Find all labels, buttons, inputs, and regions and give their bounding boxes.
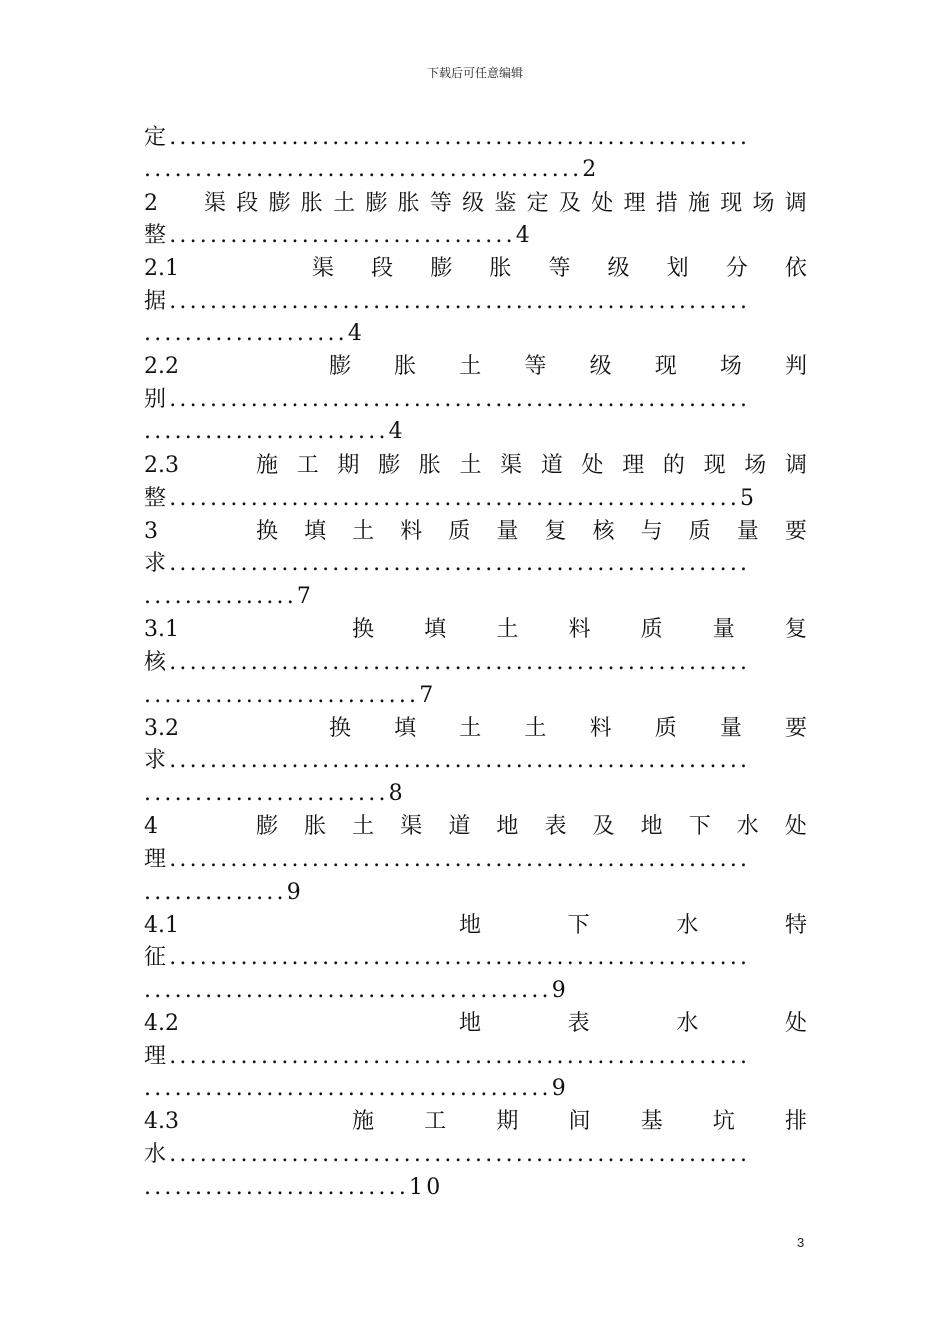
- toc-heading-char: 定: [526, 191, 549, 216]
- toc-heading-char: 地: [640, 814, 663, 839]
- toc-heading-char: 鉴: [494, 191, 517, 216]
- toc-heading-char: 料: [400, 519, 423, 544]
- page-number: 3: [797, 1235, 805, 1250]
- toc-heading-char: 场: [752, 191, 775, 216]
- toc-line: 别.........................................................: [144, 387, 751, 412]
- toc-heading-char: 排: [784, 1109, 807, 1134]
- toc-heading-char: 现: [703, 453, 726, 478]
- toc-heading-char: 量: [712, 617, 735, 642]
- toc-heading-char: 分: [725, 256, 748, 281]
- toc-heading: [144, 1007, 807, 1040]
- toc-heading-char: 级: [607, 256, 630, 281]
- toc-heading-char: 量: [719, 716, 742, 741]
- toc-heading-number: 2.2: [144, 354, 179, 379]
- toc-heading-number: 2.1: [144, 256, 179, 281]
- toc-heading-char: 渠: [204, 191, 227, 216]
- toc-heading-char: 膨: [430, 256, 453, 281]
- toc-heading-char: 量: [736, 519, 759, 544]
- toc-heading-char: 填: [424, 617, 447, 642]
- toc-heading-char: 质: [448, 519, 471, 544]
- toc-heading-char: 土: [496, 617, 519, 642]
- toc-heading-char: 胀: [394, 354, 417, 379]
- toc-heading-char: 质: [654, 716, 677, 741]
- toc-heading-char: 道: [540, 453, 563, 478]
- toc-heading-char: 质: [640, 617, 663, 642]
- toc-heading-title: [352, 613, 807, 646]
- toc-heading-char: 胀: [300, 191, 323, 216]
- toc-heading-title: [352, 1105, 807, 1138]
- toc-heading-char: 膨: [268, 191, 291, 216]
- toc-heading-char: 的: [662, 453, 685, 478]
- toc-heading-char: 特: [784, 913, 807, 938]
- toc-heading: [144, 515, 807, 548]
- toc-line: ........................................9: [144, 1076, 569, 1101]
- toc-heading-number: 3.1: [144, 617, 179, 642]
- toc-heading-char: 土: [459, 354, 482, 379]
- toc-heading-char: 渠: [312, 256, 335, 281]
- toc-heading-char: 水: [736, 814, 759, 839]
- toc-heading-char: 料: [568, 617, 591, 642]
- toc-line: 求.........................................................: [144, 551, 751, 576]
- toc-heading-number: 2.3: [144, 453, 179, 478]
- toc-heading: [144, 449, 807, 482]
- toc-heading-number: 3.2: [144, 716, 179, 741]
- toc-heading-char: 膨: [378, 453, 401, 478]
- toc-heading-char: 胀: [489, 256, 512, 281]
- toc-heading: [144, 252, 807, 285]
- toc-heading-number: 4: [144, 814, 158, 839]
- toc-heading-char: 现: [654, 354, 677, 379]
- toc-heading-char: 施: [256, 453, 279, 478]
- toc-heading-title: [329, 350, 807, 383]
- toc-heading-char: 调: [784, 453, 807, 478]
- toc-heading-char: 换: [329, 716, 352, 741]
- toc-heading-char: 土: [459, 453, 482, 478]
- toc-heading-char: 级: [462, 191, 485, 216]
- toc-heading-char: 胀: [304, 814, 327, 839]
- toc-heading-title: [256, 810, 807, 843]
- toc-heading-title: [312, 252, 807, 285]
- toc-heading-char: 理: [622, 453, 645, 478]
- toc-heading-char: 施: [687, 191, 710, 216]
- toc-heading-char: 量: [496, 519, 519, 544]
- toc-heading-char: 换: [256, 519, 279, 544]
- toc-line: ........................4: [144, 419, 406, 444]
- toc-heading-char: 段: [236, 191, 259, 216]
- toc-heading-char: 地: [459, 913, 482, 938]
- toc-heading-char: 核: [592, 519, 615, 544]
- toc-line: 整........................................................5: [144, 486, 758, 511]
- toc-line: 水.........................................................: [144, 1142, 751, 1167]
- toc-heading-char: 土: [333, 191, 356, 216]
- toc-heading-char: 措: [655, 191, 678, 216]
- toc-heading-char: 土: [524, 716, 547, 741]
- toc-line: ...........................7: [144, 683, 437, 708]
- toc-heading-char: 换: [352, 617, 375, 642]
- toc-heading: [144, 187, 807, 220]
- toc-heading-char: 施: [352, 1109, 375, 1134]
- toc-heading: [144, 810, 807, 843]
- toc-heading-title: [204, 187, 807, 220]
- toc-heading-char: 调: [784, 191, 807, 216]
- toc-heading-char: 膨: [256, 814, 279, 839]
- toc-heading-char: 场: [744, 453, 767, 478]
- toc-heading-char: 级: [589, 354, 612, 379]
- toc-heading-char: 地: [459, 1011, 482, 1036]
- toc-heading: [144, 613, 807, 646]
- toc-line: 求.........................................................: [144, 748, 751, 773]
- toc-heading-number: 4.3: [144, 1109, 179, 1134]
- toc-heading-char: 处: [591, 191, 614, 216]
- toc-line: ........................8: [144, 781, 406, 806]
- toc-heading-char: 工: [296, 453, 319, 478]
- toc-heading-char: 表: [567, 1011, 590, 1036]
- toc-heading-char: 依: [784, 256, 807, 281]
- toc-heading-char: 段: [371, 256, 394, 281]
- toc-heading-char: 水: [676, 1011, 699, 1036]
- toc-heading-char: 等: [524, 354, 547, 379]
- toc-line: ...............7: [144, 584, 315, 609]
- toc-heading-char: 渠: [500, 453, 523, 478]
- toc-heading-number: 4.2: [144, 1011, 179, 1036]
- toc-line: 理.........................................................: [144, 847, 751, 872]
- toc-heading-char: 处: [784, 1011, 807, 1036]
- toc-heading-title: [256, 515, 807, 548]
- toc-heading-char: 表: [544, 814, 567, 839]
- toc-heading-char: 复: [544, 519, 567, 544]
- toc-heading-char: 填: [394, 716, 417, 741]
- toc-heading-number: 4.1: [144, 913, 179, 938]
- toc-line: 理.........................................................: [144, 1044, 751, 1069]
- toc-line: 征.........................................................: [144, 945, 751, 970]
- toc-heading-char: 划: [666, 256, 689, 281]
- toc-line: ..........................10: [144, 1175, 444, 1200]
- toc-heading-title: [329, 712, 807, 745]
- toc-heading-char: 质: [688, 519, 711, 544]
- toc-heading-char: 膨: [365, 191, 388, 216]
- toc-heading: [144, 712, 807, 745]
- toc-heading-char: 下: [567, 913, 590, 938]
- toc-line: 核.........................................................: [144, 650, 751, 675]
- toc-heading: [144, 350, 807, 383]
- toc-heading-char: 道: [448, 814, 471, 839]
- toc-heading-title: [459, 1007, 807, 1040]
- toc-line: ....................4: [144, 321, 366, 346]
- toc-heading-char: 胀: [418, 453, 441, 478]
- toc-heading-number: 2: [144, 191, 158, 216]
- toc-heading-char: 期: [337, 453, 360, 478]
- toc-heading-char: 水: [676, 913, 699, 938]
- toc-heading-char: 理: [623, 191, 646, 216]
- toc-heading-char: 坑: [712, 1109, 735, 1134]
- toc-heading-char: 土: [352, 814, 375, 839]
- toc-line: 定.........................................................: [144, 125, 751, 150]
- toc-heading-title: [256, 449, 807, 482]
- toc-heading-char: 复: [784, 617, 807, 642]
- toc-heading-char: 填: [304, 519, 327, 544]
- toc-heading-char: 胀: [397, 191, 420, 216]
- toc-heading-char: 渠: [400, 814, 423, 839]
- toc-line: ...........................................2: [144, 157, 600, 182]
- toc-heading-char: 处: [784, 814, 807, 839]
- toc-heading-char: 及: [592, 814, 615, 839]
- toc-heading-char: 工: [424, 1109, 447, 1134]
- toc-heading-char: 膨: [329, 354, 352, 379]
- toc-heading-char: 与: [640, 519, 663, 544]
- toc-heading-char: 要: [784, 519, 807, 544]
- toc-heading-char: 土: [352, 519, 375, 544]
- toc-line: 整..................................4: [144, 223, 533, 248]
- toc-heading-char: 及: [558, 191, 581, 216]
- toc-heading-char: 料: [589, 716, 612, 741]
- toc-heading-char: 要: [784, 716, 807, 741]
- toc-heading-number: 3: [144, 519, 158, 544]
- toc-line: ........................................9: [144, 978, 569, 1003]
- toc-line: ..............9: [144, 880, 304, 905]
- toc-heading-char: 判: [784, 354, 807, 379]
- toc-line: 据.........................................................: [144, 289, 751, 314]
- toc-heading: [144, 1105, 807, 1138]
- toc-heading-char: 土: [459, 716, 482, 741]
- toc-heading-char: 处: [581, 453, 604, 478]
- toc-heading: [144, 909, 807, 942]
- toc-heading-char: 下: [688, 814, 711, 839]
- toc-heading-char: 基: [640, 1109, 663, 1134]
- toc-heading-char: 现: [720, 191, 743, 216]
- toc-heading-char: 期: [496, 1109, 519, 1134]
- toc-heading-char: 等: [548, 256, 571, 281]
- page-header: 下载后可任意编辑: [426, 66, 523, 80]
- toc-heading-char: 场: [719, 354, 742, 379]
- toc-heading-char: 间: [568, 1109, 591, 1134]
- toc-heading-title: [459, 909, 807, 942]
- toc-heading-char: 等: [429, 191, 452, 216]
- toc-heading-char: 地: [496, 814, 519, 839]
